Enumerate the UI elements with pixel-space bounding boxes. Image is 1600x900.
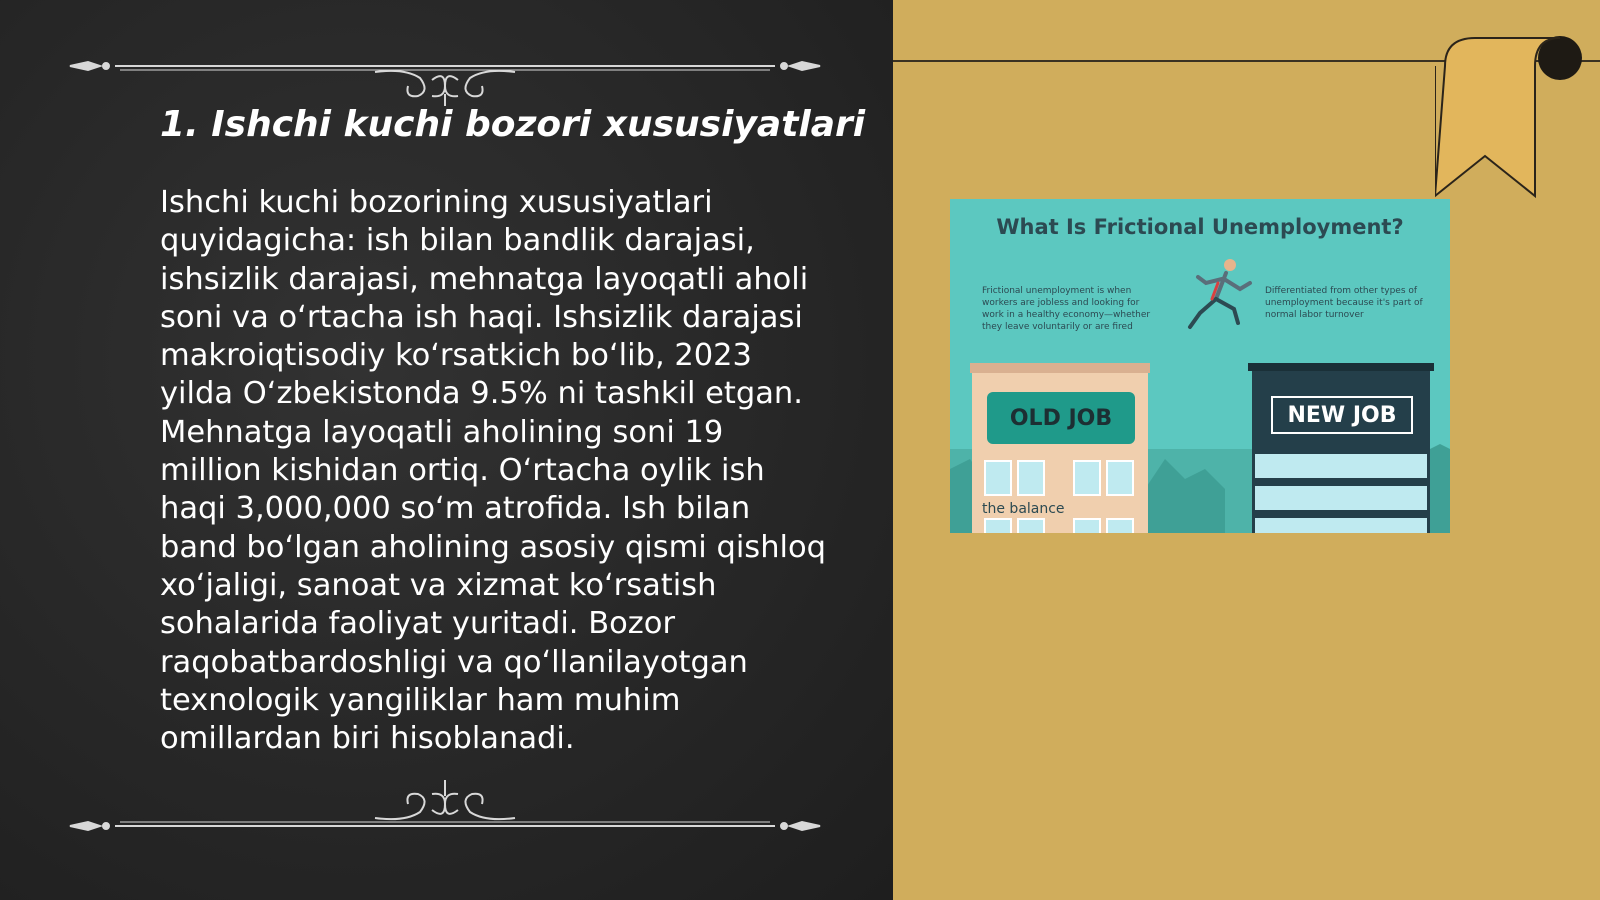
the-balance-logo: the balance — [982, 501, 1065, 517]
ornament-bottom-divider-icon — [60, 774, 830, 834]
infographic-note-right: Differentiated from other types of unemployment because it's part of normal labor turnover — [1265, 286, 1423, 320]
ornament-top-divider-icon — [60, 46, 830, 106]
infographic-image — [950, 199, 1450, 533]
infographic-note-left: Frictional unemployment is when workers are jobless and looking for work in a healthy economy—whether they leave voluntarily or are fired — [982, 286, 1151, 332]
infographic-background-icon — [950, 199, 1450, 533]
old-job-sign: OLD JOB — [987, 392, 1135, 444]
infographic-title: What Is Frictional Unemployment? — [996, 215, 1404, 239]
slide-title: 1. Ishchi kuchi bozori xususiyatlari — [160, 104, 866, 145]
new-job-sign: NEW JOB — [1271, 396, 1413, 434]
bookmark-ribbon-icon — [1435, 36, 1600, 201]
slide-body-text: Ishchi kuchi bozorining xususiyatlari quyidagicha: ish bilan bandlik darajasi, ishsizlik darajasi, mehnatga layoqatli aholi soni va o‘rtacha ish haqi. Ishsizlik darajasi makroiqtisodiy ko‘rsatkich bo‘lib, 2023 yilda O‘zbekistonda 9.5% ni tashkil etgan. Mehnatga layoqatli aholining soni 19 million kishidan ortiq. O‘rtacha oylik ish haqi 3,000,000 so‘m atrofida. Ish bilan band bo‘lgan aholining asosiy qismi qishloq xo‘jaligi, sanoat va xizmat ko‘rsatish sohalarida faoliyat yuritadi. Bozor raqobatbardoshligi va qo‘llanilayotgan texnologik yangiliklar ham muhim omillardan biri hisoblanadi. — [160, 185, 827, 757]
